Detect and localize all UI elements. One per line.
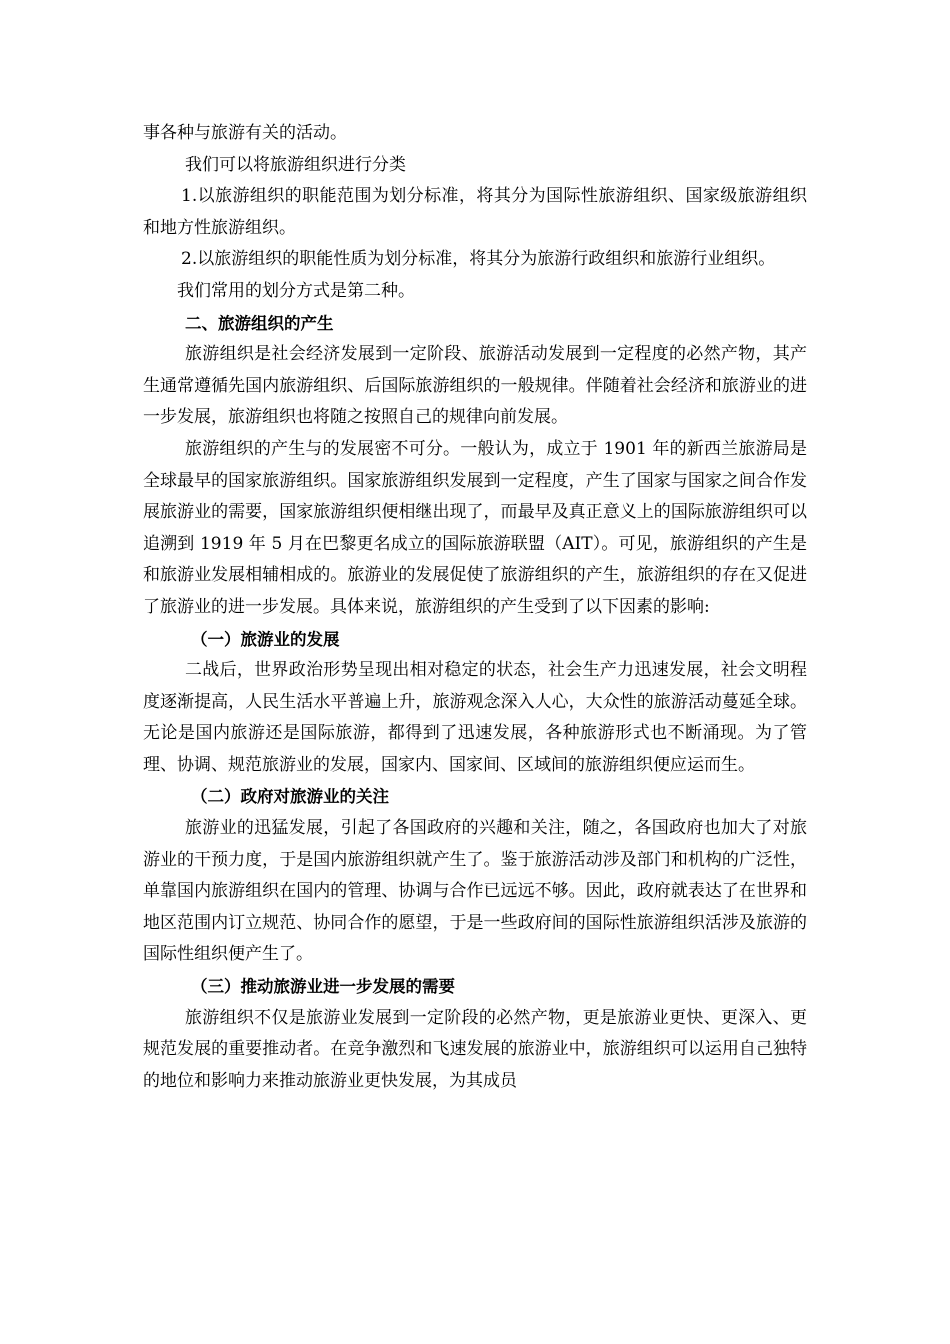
list-item: 2.以旅游组织的职能性质为划分标准，将其分为旅游行政组织和旅游行业组织。 [181, 249, 776, 270]
document-body [143, 118, 807, 1097]
paragraph: 我们常用的划分方式是第二种。 [177, 280, 415, 301]
paragraph: 旅游组织是社会经济发展到一定阶段、旅游活动发展到一定程度的必然产物，其产生通常遵循先国内旅游组织、后国际旅游组织的一般规律。伴随着社会经济和旅游业的进一步发展，旅游组织也将随之按照自己的规律向前发展。 [143, 344, 807, 428]
paragraph: 旅游业的迅猛发展，引起了各国政府的兴趣和关注，随之，各国政府也加大了对旅游业的干预力度，于是国内旅游组织就产生了。鉴于旅游活动涉及部门和机构的广泛性，单靠国内旅游组织在国内的管理、协调与合作已远远不够。因此，政府就表达了在世界和地区范围内订立规范、协同合作的愿望，于是一些政府间的国际性旅游组织活涉及旅游的国际性组织便产生了。 [143, 818, 807, 965]
paragraph: 二战后，世界政治形势呈现出相对稳定的状态，社会生产力迅速发展，社会文明程度逐渐提高，人民生活水平普遍上升，旅游观念深入人心，大众性的旅游活动蔓延全球。无论是国内旅游还是国际旅游，都得到了迅速发展，各种旅游形式也不断涌现。为了管理、协调、规范旅游业的发展，国家内、国家间、区域间的旅游组织便应运而生。 [143, 660, 807, 775]
paragraph: 事各种与旅游有关的活动。 [143, 123, 347, 143]
subsection-heading: （三）推动旅游业进一步发展的需要 [191, 977, 455, 997]
subsection-heading: （二）政府对旅游业的关注 [191, 787, 389, 807]
list-item: 1.以旅游组织的职能范围为划分标准，将其分为国际性旅游组织、国家级旅游组织和地方性旅游组织。 [143, 186, 807, 238]
paragraph: 旅游组织的产生与的发展密不可分。一般认为，成立于 1901 年的新西兰旅游局是全球最早的国家旅游组织。国家旅游组织发展到一定程度，产生了国家与国家之间合作发展旅游业的需要，国家旅游组织便相继出现了，而最早及真正意义上的国际旅游组织可以追溯到 1919 年 5 月在巴黎更名成立的国际旅游联盟（AIT）。可见，旅游组织的产生是和旅游业发展相辅相成的。旅游业的发展促使了旅游组织的产生，旅游组织的存在又促进了旅游业的进一步发展。具体来说，旅游组织的产生受到了以下因素的影响: [143, 438, 807, 617]
subsection-heading: （一）旅游业的发展 [191, 629, 340, 649]
paragraph: 我们可以将旅游组织进行分类 [185, 154, 406, 175]
section-heading: 二、旅游组织的产生 [185, 313, 334, 333]
paragraph: 旅游组织不仅是旅游业发展到一定阶段的必然产物，更是旅游业更快、更深入、更规范发展的重要推动者。在竞争激烈和飞速发展的旅游业中，旅游组织可以运用自己独特的地位和影响力来推动旅游业更快发展，为其成员 [143, 1007, 807, 1091]
